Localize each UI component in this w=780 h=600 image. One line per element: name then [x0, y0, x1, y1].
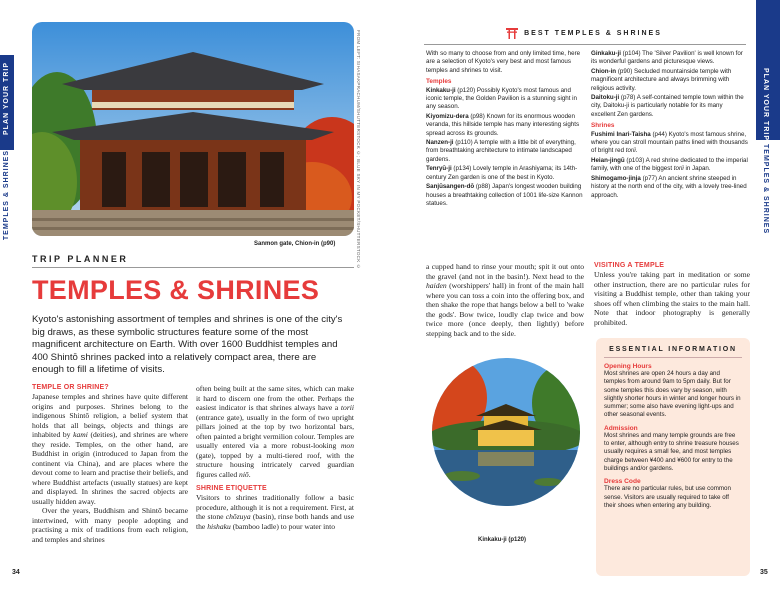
entry-emphasis: torii	[673, 165, 684, 173]
visiting-temple-heading: VISITING A TEMPLE	[594, 262, 665, 269]
shrine-etiquette-heading: SHRINE ETIQUETTE	[196, 485, 267, 492]
temples-list	[426, 87, 586, 209]
entry-text: (p88) Japan's longest wooden building houses a breathtaking collection of 1001 life-size Kannon statues.	[426, 183, 583, 207]
info-text: Most shrines are open 24 hours a day and temples from around 9am to 5pm daily. But for some temples this does vary by season, with slightly shorter hours in winter and longer hours in summer; some also have evening light-ups and other seasonal events.	[604, 370, 741, 419]
page-title: TEMPLES & SHRINES	[32, 275, 320, 305]
entry-name: Daitoku-ji	[591, 94, 620, 102]
circle-photo-caption: Kinkaku-ji (p120)	[478, 537, 527, 543]
photo-caption: Sanmon gate, Chion-in (p90)	[254, 241, 336, 247]
sanmon-gate-photo	[32, 22, 354, 236]
entry-name: Ginkaku-ji	[591, 50, 621, 57]
entry-emphasis: torii	[625, 147, 636, 155]
entry-name: Kiyomizu-dera	[426, 112, 469, 120]
list-item	[426, 139, 586, 164]
left-column-2	[196, 384, 354, 531]
entry-text: (p103) A red shrine dedicated to the imperial family, with one of the biggest	[591, 156, 748, 173]
temples-list-2	[591, 50, 748, 119]
best-intro: With so many to choose from and only limited time, here are a selection of Kyoto's very best and most famous temples and shrines to visit.	[426, 50, 581, 74]
info-text: There are no particular rules, but use common sense. Visitors are usually required to take off their shoes when entering any building.	[604, 485, 731, 509]
info-rule	[604, 357, 742, 358]
entry-text: (p78) A self-contained temple town within the city, Daitoku-ji is particularly notable for its many excellent Zen gardens.	[591, 94, 744, 118]
right-tab-top-label: PLAN YOUR TRIP	[762, 68, 769, 141]
list-item	[426, 165, 586, 182]
entry-text: (p90) Secluded mountainside temple with magnificent architecture and always brimming with religious activity.	[591, 67, 732, 92]
info-subheading: Dress Code	[604, 478, 641, 486]
entry-tail: .	[635, 147, 638, 155]
list-item	[426, 113, 586, 138]
best-temples-header	[424, 28, 744, 39]
info-subheading: Admission	[604, 424, 638, 432]
kinkaku-ji-photo	[432, 358, 580, 506]
list-item	[591, 50, 748, 67]
entry-name: Fushimi Inari-Taisha	[591, 130, 651, 138]
list-item	[591, 157, 748, 174]
left-tab-bottom-label: TEMPLES & SHRINES	[3, 150, 10, 241]
visiting-temple-block	[594, 262, 750, 327]
right-page-number: 35	[760, 569, 768, 576]
list-item	[591, 68, 748, 93]
visiting-temple-text: Unless you're taking part in meditation or some other instruction, there are no particular rules for visiting a Buddhist temple, other than taking your shoes off when climbing the stairs to the main hall. Note that indoor photography is generally prohibited.	[594, 270, 750, 327]
gate-text: often being built at the same sites, which can make it hard to discern one from the other. Perhaps the easiest indicator is that shrines always have a torii (entrance gate), usually in the form of two upright pillars joined at the top by two horizontal bars, often painted a bright vermilion colour. Temples are usually entered via a more robust-looking mon (gate), topped by a multi-tiered roof, with the structure housing intricately carved guardian figures called niō.	[196, 384, 354, 479]
entry-text: (p120) Possibly Kyoto's most famous and iconic temple, the Golden Pavilion is a stunning sight in any season.	[426, 86, 577, 111]
right-tab-bottom-label: TEMPLES & SHRINES	[762, 144, 769, 235]
left-column-1	[32, 384, 188, 544]
list-item	[591, 175, 748, 200]
entry-name: Heian-jingū	[591, 156, 625, 164]
entry-name: Chion-in	[591, 67, 617, 75]
shrine-etiquette-continued: a cupped hand to rinse your mouth; spit it out onto the gravel (and not in the basin!). Next head to the haiden (worshippers' hall) in front of the main hall where you can toss a coin into the offering box, and then shake the rope that hangs below a bell to 'wake the gods'. Bow twice, loudly clap twice and bow twice more (once deeply, then lightly) before stepping back and to the side.	[426, 262, 584, 338]
best-temples-heading: BEST TEMPLES & SHRINES	[524, 30, 662, 37]
entry-name: Nanzen-ji	[426, 139, 454, 147]
temple-or-shrine-heading: TEMPLE OR SHRINE?	[32, 384, 109, 391]
photo-credit: FROM LEFT: SIHASAKPRACHUM/SHUTTERSTOCK ©; BLUE SKY IN MY POCKET/SHUTTERSTOCK ©	[356, 30, 361, 270]
shrine-etiquette-text: Visitors to shrines traditionally follow a basic procedure, although it is not a requirement. First, at the stone chōzuya (basin), rinse both hands and use the hishaku (bamboo ladle) to pour water into	[196, 493, 354, 531]
entry-text: (p44) Kyoto's most famous shrine, where you can stroll mountain paths lined with thousands of bright red	[591, 130, 748, 155]
entry-text: (p98) Known for its enormous wooden veranda, this hillside temple has many interesting sights spread across its grounds.	[426, 112, 580, 137]
torii-icon	[506, 28, 518, 39]
left-page-number: 34	[12, 569, 20, 576]
trip-planner-kicker: TRIP PLANNER	[32, 254, 129, 264]
best-header-rule	[424, 44, 746, 45]
list-item	[591, 131, 748, 156]
kicker-rule	[32, 267, 354, 268]
temple-or-shrine-text: Japanese temples and shrines have quite different origins and purposes. Shrines belong to the indigenous Shintō religion, a belief system that holds that all beings, objects and things are inhabited by kami (deities), and shrines are where they reside. Temples, on the other hand, are Buddhist in origin (introduced to Japan from the continent via China), and are places where the devout come to learn and practise their beliefs, and where Buddhist artefacts (usually statues) are kept and displayed. In shrines the sacred objects are usually hidden away.	[32, 392, 188, 506]
essential-information-box	[596, 338, 750, 576]
best-column-1	[426, 50, 586, 209]
entry-text: (p77) An ancient shrine steeped in history at the north end of the city, with a lovely tree-lined approach.	[591, 174, 747, 199]
entry-text: (p110) A temple with a little bit of everything, from breathtaking architecture to intimate landscaped gardens.	[426, 139, 576, 163]
lead-paragraph: Kyoto's astonishing assortment of temples and shrines is one of the city's big draws, as these symbolic structures feature some of the most magnificent architecture on Earth. With over 1600 Buddhist temples and 400 Shintō shrines packed into a relatively compact area, there are enough to fill a lifetime of visits.	[32, 314, 343, 376]
list-item	[426, 183, 586, 208]
temple-or-shrine-text-2: Over the years, Buddhism and Shintō became intertwined, with many people adopting and practising a mix of traditions from each religion, and temples and shrines	[32, 506, 188, 544]
info-text: Most shrines and many temple grounds are free to enter, although entry to shrine treasure houses usually requires a small fee, and most temples charge between ¥400 and ¥600 for entry to the buildings and/or gardens.	[604, 431, 739, 472]
entry-name: Tenryū-ji	[426, 165, 452, 173]
shrines-subheading: Shrines	[591, 122, 615, 130]
list-item	[426, 87, 586, 112]
shrines-list	[591, 131, 748, 200]
entry-name: Sanjūsangen-dō	[426, 183, 475, 191]
best-column-2	[591, 50, 748, 201]
temples-subheading: Temples	[426, 78, 452, 86]
info-subheading: Opening Hours	[604, 363, 652, 370]
essential-information-heading: ESSENTIAL INFORMATION	[609, 346, 737, 353]
entry-text: (p134) Lovely temple in Arashiyama; its 14th-century Zen garden is one of the best in Kyoto.	[426, 165, 578, 181]
entry-text: (p104) The 'Silver Pavilion' is well known for its wonderful gardens and picturesque views.	[591, 50, 743, 66]
left-tab-top-label: PLAN YOUR TRIP	[3, 62, 10, 135]
entry-name: Kinkaku-ji	[426, 86, 456, 94]
info-list	[604, 363, 742, 510]
entry-name: Shimogamo-jinja	[591, 174, 641, 182]
entry-tail: in Japan.	[683, 165, 711, 173]
list-item	[591, 94, 748, 119]
